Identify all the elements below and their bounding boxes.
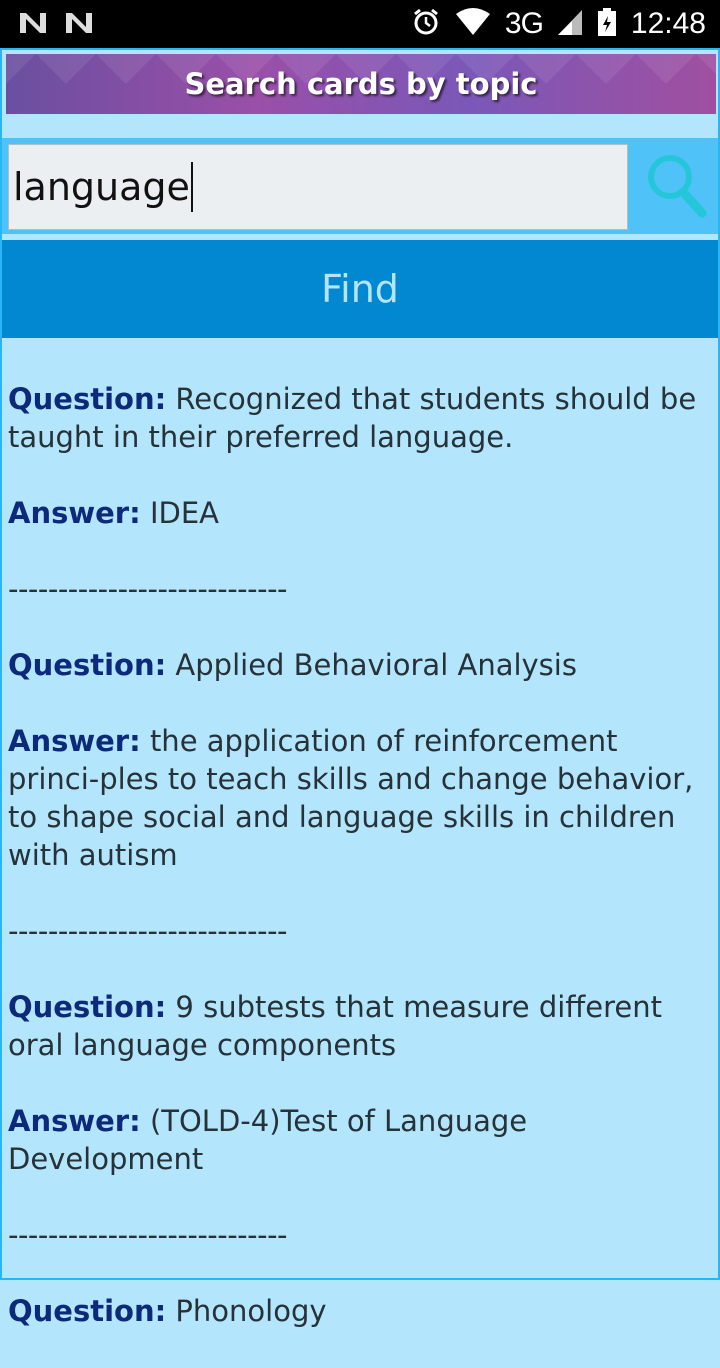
notification-n-icon <box>18 9 50 39</box>
card-question <box>8 988 714 1064</box>
network-type: 3G <box>504 7 543 40</box>
card-answer <box>8 1102 714 1178</box>
app-frame <box>0 48 720 1328</box>
battery-icon <box>597 7 617 41</box>
card-question <box>8 1292 714 1330</box>
card-separator: ---------------------------- <box>8 914 288 948</box>
answer-text: (TOLD-4)Test of Language Development <box>8 1104 528 1176</box>
status-time: 12:48 <box>630 7 706 40</box>
text-caret <box>191 162 193 212</box>
question-text: Phonology <box>175 1294 327 1328</box>
question-text: 9 subtests that measure different oral language components <box>8 990 662 1062</box>
page-title: Search cards by topic <box>184 67 538 101</box>
wifi-icon <box>455 8 491 40</box>
question-text: Recognized that students should be taught in their preferred language. <box>8 382 697 454</box>
answer-label: Answer: <box>8 496 141 530</box>
search-button[interactable] <box>638 144 714 230</box>
card-answer <box>8 494 714 532</box>
answer-text: IDEA <box>149 496 219 530</box>
status-bar <box>0 0 720 48</box>
alarm-icon <box>411 7 441 41</box>
question-label: Question: <box>8 990 167 1024</box>
search-icon <box>644 151 708 223</box>
status-left <box>18 9 96 39</box>
find-button[interactable]: Find <box>2 240 718 338</box>
search-row <box>2 138 718 234</box>
title-bar <box>6 54 716 114</box>
answer-label: Answer: <box>8 724 141 758</box>
question-text: Applied Behavioral Analysis <box>175 648 577 682</box>
question-label: Question: <box>8 382 167 416</box>
status-right <box>411 7 706 41</box>
search-input-value: language <box>13 165 190 209</box>
card-question <box>8 646 714 684</box>
question-label: Question: <box>8 1294 167 1328</box>
card-question <box>8 380 714 456</box>
question-label: Question: <box>8 648 167 682</box>
signal-icon <box>557 8 583 40</box>
search-input[interactable] <box>8 144 628 230</box>
card-separator: ---------------------------- <box>8 572 288 606</box>
answer-text: the application of reinforcement princi-ples to teach skills and change behavior, to shape social and language skills in children with autism <box>8 724 694 872</box>
card-separator: ---------------------------- <box>8 1218 288 1252</box>
card-answer <box>8 722 714 874</box>
results-list <box>8 380 714 1368</box>
notification-n-icon <box>64 9 96 39</box>
answer-label: Answer: <box>8 1104 141 1138</box>
